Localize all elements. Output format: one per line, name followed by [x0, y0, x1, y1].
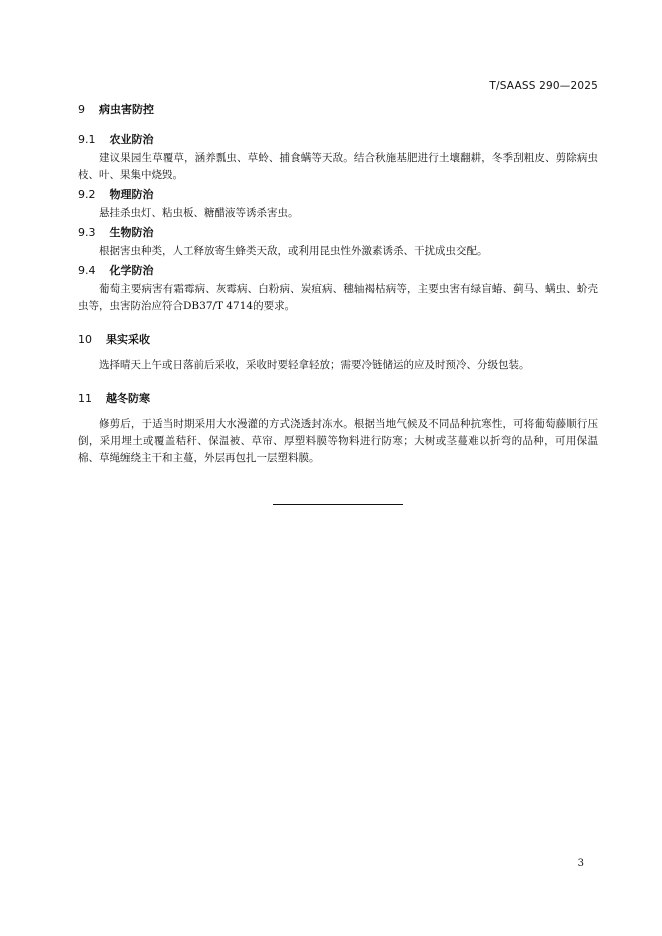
paragraph-9-4: 葡萄主要病害有霜霉病、灰霉病、白粉病、炭疽病、穗轴褐枯病等，主要虫害有绿盲蝽、蓟马、螨虫、蚧壳虫等，虫害防治应符合DB37/T 4714的要求。	[78, 283, 598, 312]
section-number: 9	[78, 103, 85, 116]
subsection-number: 9.4	[78, 264, 96, 277]
subsection-title: 化学防治	[109, 264, 154, 277]
section-number: 11	[78, 392, 92, 405]
standard-code: T/SAASS 290—2025	[489, 80, 598, 92]
section-title: 越冬防寒	[106, 392, 150, 405]
subsection-title: 生物防治	[109, 226, 154, 239]
page-number: 3	[577, 858, 584, 869]
section-title: 果实采收	[106, 333, 150, 346]
subsection-number: 9.2	[78, 188, 96, 201]
subsection-heading-9-1	[78, 133, 598, 147]
subsection-number: 9.3	[78, 226, 96, 239]
subsection-number: 9.1	[78, 133, 96, 146]
paragraph-9-3: 根据害虫种类，人工释放寄生蜂类天敌，或利用昆虫性外激素诱杀、干扰成虫交配。	[99, 245, 488, 257]
subsection-title: 农业防治	[109, 133, 154, 146]
section-heading-9	[78, 103, 598, 117]
paragraph-9-2: 悬挂杀虫灯、粘虫板、糖醋液等诱杀害虫。	[99, 207, 299, 219]
paragraph-11: 修剪后，于适当时期采用大水漫灌的方式浇透封冻水。根据当地气候及不同品种抗寒性，可将葡萄藤顺行压倒，采用埋土或覆盖秸秆、保温被、草帘、厚塑料膜等物料进行防寒；大树或茎蔓难以折弯的品种，可用保温棉、草绳缠绕主干和主蔓，外层再包扎一层塑料膜。	[78, 418, 598, 464]
section-number: 10	[78, 333, 92, 346]
subsection-heading-9-4	[78, 264, 598, 278]
section-heading-11	[78, 392, 598, 406]
paragraph-10: 选择晴天上午或日落前后采收，采收时要轻拿轻放；需要冷链储运的应及时预冷、分级包装。	[99, 359, 530, 371]
section-heading-10	[78, 333, 598, 347]
section-title: 病虫害防控	[99, 103, 154, 116]
subsection-heading-9-3	[78, 226, 598, 240]
paragraph-9-1: 建议果园生草覆草，涵养瓢虫、草蛉、捕食螨等天敌。结合秋施基肥进行土壤翻耕，冬季刮粗皮、剪除病虫枝、叶、果集中烧毁。	[78, 152, 598, 181]
end-of-text-rule	[273, 504, 403, 505]
document-body	[78, 103, 598, 467]
subsection-heading-9-2	[78, 188, 598, 202]
subsection-title: 物理防治	[109, 188, 154, 201]
